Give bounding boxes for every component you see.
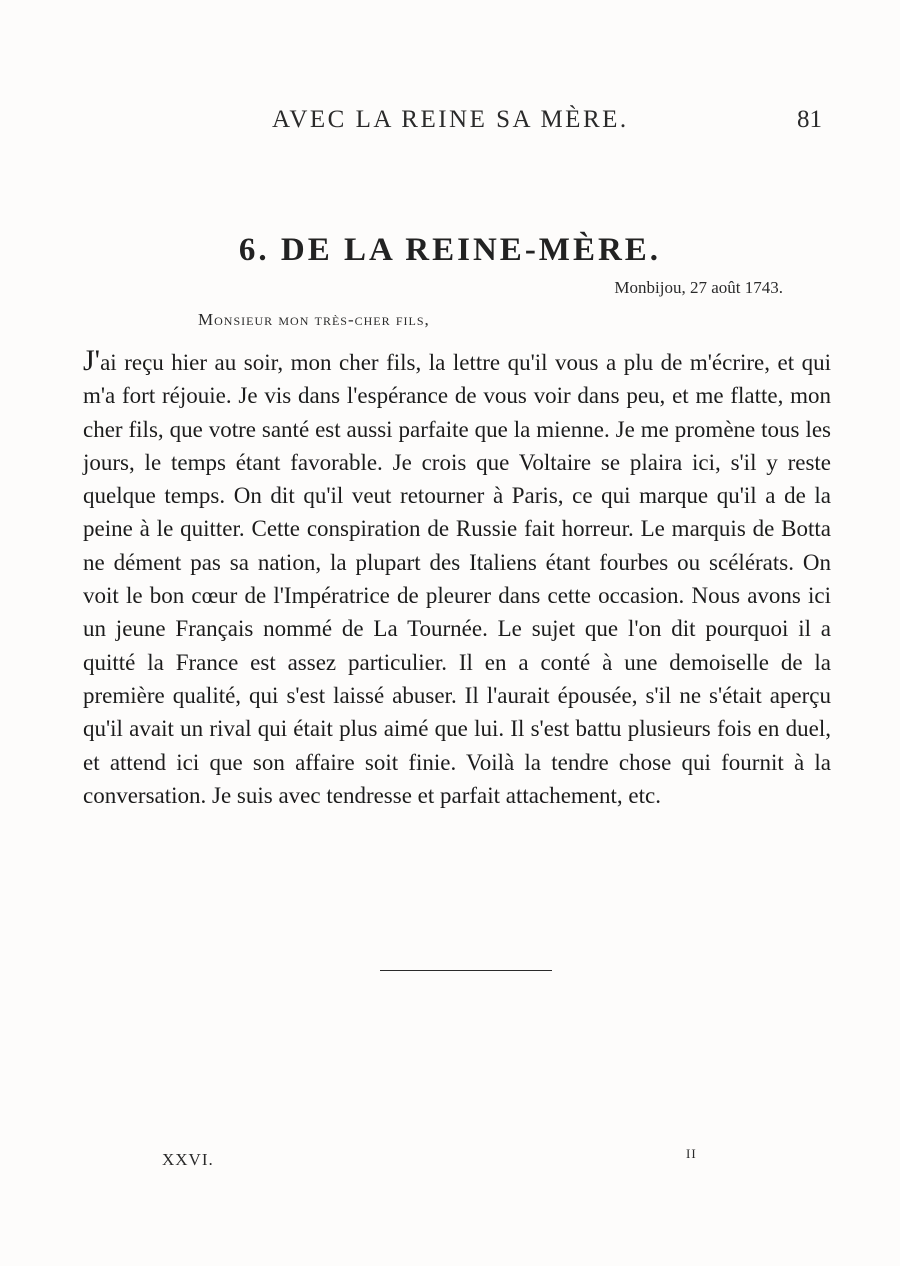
footer-signature-mark: II xyxy=(686,1146,697,1161)
footer-volume-mark: XXVI. xyxy=(162,1150,214,1169)
letter-body: J'ai reçu hier au soir, mon cher fils, la lettre qu'il vous a plu de m'écrire, et qui m'a fort réjouie. Je vis dans l'espérance de vous voir dans peu, et me flatte, mon cher fils, que votre santé est aussi parfaite que la mienne. Je me promène tous les jours, le temps étant favorable. Je crois que Voltaire se plaira ici, s'il y reste quelque temps. On dit qu'il veut retourner à Paris, ce qui marque qu'il a de la peine à le quitter. Cette conspiration de Russie fait horreur. Le marquis de Botta ne dément pas sa nation, la plupart des Italiens étant fourbes ou scélérats. On voit le bon cœur de l'Impératrice de pleurer dans cette occasion. Nous avons ici un jeune Français nommé de La Tournée. Le sujet que l'on dit pourquoi il a quitté la France est assez particulier. Il en a conté à une demoiselle de la première qualité, qui s'est laissé abuser. Il l'aurait épousée, s'il ne s'était aperçu qu'il avait un rival qui était plus aimé que lui. Il s'est battu plusieurs fois en duel, et attend ici que son affaire soit finie. Voilà la tendre chose qui fournit à la conversation. Je suis avec tendresse et parfait attachement, etc. xyxy=(83,344,831,808)
running-head-title: AVEC LA REINE SA MÈRE. xyxy=(272,106,629,133)
page-number: 81 xyxy=(797,106,822,133)
closing-rule xyxy=(380,970,552,971)
running-head xyxy=(0,106,900,136)
section-title: 6. DE LA REINE-MÈRE. xyxy=(238,232,662,269)
letter-dateline: Monbijou, 27 août 1743. xyxy=(614,278,783,297)
letter-salutation: Monsieur mon très-cher fils, xyxy=(198,310,430,329)
